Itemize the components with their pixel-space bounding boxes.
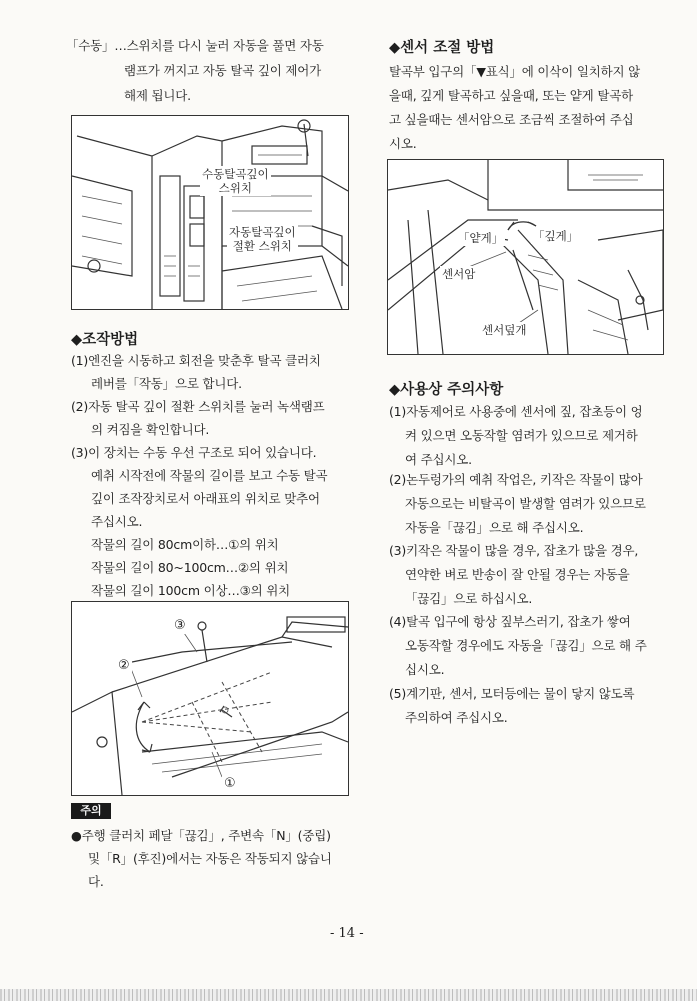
usage-line: (2)논두렁가의 예취 작업은, 키작은 작물이 많아 <box>389 472 643 487</box>
manual-label-line2: 스위치 <box>218 181 252 195</box>
manual-depth-switch-label <box>200 166 271 196</box>
shallow-label: 「얕게」 <box>458 231 504 245</box>
auto-label-line2: 절환 스위치 <box>232 239 292 253</box>
sensor-arm-figure <box>387 159 664 355</box>
deep-label: 「깊게」 <box>533 229 579 243</box>
operation-heading: ◆조작방법 <box>71 332 139 348</box>
caution-line: ●주행 클러치 페달「끊김」, 주변속「N」(중립) <box>71 828 331 843</box>
switch-panel-figure <box>71 115 349 310</box>
operation-line: (2)자동 탈곡 깊이 절환 스위치를 눌러 녹색램프 <box>71 399 325 414</box>
intro-line: 해제 됩니다. <box>124 88 191 103</box>
usage-line: 켜 있으면 오동작할 염려가 있으므로 제거하 <box>405 428 638 443</box>
switch-panel-illustration <box>72 116 348 309</box>
sensor-cover-label: 센서덮개 <box>482 323 527 337</box>
usage-line: (3)키작은 작물이 많을 경우, 잡초가 많을 경우, <box>389 543 639 558</box>
intro-line: 램프가 꺼지고 자동 탈곡 깊이 제어가 <box>124 63 321 78</box>
sensor-line: 고 싶을때는 센서암으로 조금씩 조절하여 주십 <box>389 112 634 127</box>
usage-line: 주의하여 주십시오. <box>405 710 508 725</box>
sensor-heading: ◆센서 조절 방법 <box>389 40 495 56</box>
position-2-label: ② <box>118 658 130 673</box>
usage-line: (5)계기판, 센서, 모터등에는 물이 닿지 않도록 <box>389 686 635 701</box>
sensor-line: 탈곡부 입구의「▼표식」에 이삭이 일치하지 않 <box>389 64 640 79</box>
operation-line: 의 켜짐을 확인합니다. <box>91 422 210 437</box>
usage-line: (1)자동제어로 사용중에 센서에 짚, 잡초등이 엉 <box>389 404 643 419</box>
operation-line: 레버를「작동」으로 합니다. <box>91 376 242 391</box>
usage-line: 「끊김」으로 하십시오. <box>405 591 533 606</box>
usage-line: 연약한 벼로 반송이 잘 안될 경우는 자동을 <box>405 567 630 582</box>
usage-line: (4)탈곡 입구에 항상 짚부스러기, 잡초가 쌓여 <box>389 614 631 629</box>
page-number: - 14 - <box>330 926 364 941</box>
auto-label-line1: 자동탈곡깊이 <box>229 225 296 239</box>
sensor-line: 을때, 깊게 탈곡하고 싶을때, 또는 얕게 탈곡하 <box>389 88 633 103</box>
operation-line: 예취 시작전에 작물의 길이를 보고 수동 탈곡 <box>91 468 328 483</box>
operation-line: (1)엔진을 시동하고 회전을 맞춘후 탈곡 클러치 <box>71 353 321 368</box>
usage-line: 여 주십시오. <box>405 452 472 467</box>
caution-line: 다. <box>88 874 104 889</box>
caution-badge: 주의 <box>71 803 111 819</box>
usage-heading: ◆사용상 주의사항 <box>389 382 504 398</box>
position-3-label: ③ <box>174 618 186 633</box>
operation-line: 깊이 조작장치로서 아래표의 위치로 맞추어 <box>91 491 320 506</box>
caution-line: 및「R」(후진)에서는 자동은 작동되지 않습니 <box>88 851 332 866</box>
lever-position-illustration <box>72 602 348 795</box>
operation-line: 주십시오. <box>91 514 143 529</box>
usage-line: 십시오. <box>405 662 445 677</box>
scan-edge-strip <box>0 989 697 1001</box>
sensor-arm-label: 센서암 <box>442 267 476 281</box>
auto-depth-switch-label <box>227 224 298 254</box>
usage-line: 오동작할 경우에도 자동을「끊김」으로 해 주 <box>405 638 647 653</box>
intro-line: 「수동」…스위치를 다시 눌러 자동을 풀면 자동 <box>66 38 324 53</box>
operation-line: 작물의 길이 80cm이하…①의 위치 <box>91 537 279 552</box>
usage-line: 자동으로는 비탈곡이 발생할 염려가 있으므로 <box>405 496 646 511</box>
position-1-label: ① <box>224 776 236 791</box>
lever-position-figure <box>71 601 349 796</box>
operation-line: 작물의 길이 100cm 이상…③의 위치 <box>91 583 291 598</box>
operation-line: (3)이 장치는 수동 우선 구조로 되어 있습니다. <box>71 445 317 460</box>
sensor-line: 시오. <box>389 136 417 151</box>
manual-label-line1: 수동탈곡깊이 <box>202 167 269 181</box>
usage-line: 자동을「끊김」으로 해 주십시오. <box>405 520 584 535</box>
operation-line: 작물의 길이 80~100cm…②의 위치 <box>91 560 289 575</box>
